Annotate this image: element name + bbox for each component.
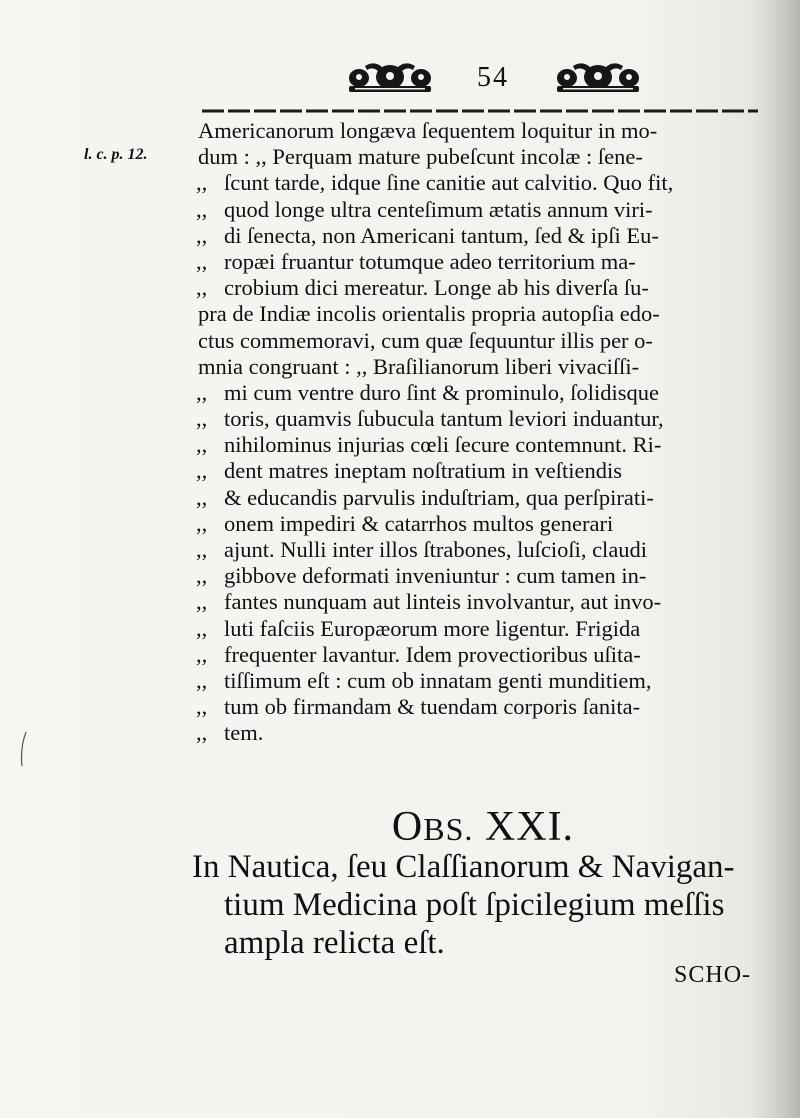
line-text: fantes nunquam aut linteis involvantur, aut invo- bbox=[224, 589, 662, 615]
quote-mark: ,, bbox=[196, 510, 208, 536]
quote-mark: ,, bbox=[196, 720, 208, 746]
heading-prefix-cap: O bbox=[391, 804, 424, 850]
line-text: tiſſimum eſt : cum ob innatam genti munditiem, bbox=[224, 667, 652, 693]
line-text: dent matres ineptam noſtratium in veſtiendis bbox=[224, 458, 623, 484]
margin-citation: l. c. p. 12. bbox=[84, 146, 148, 163]
quote-mark: ,, bbox=[196, 406, 208, 432]
quote-mark: ,, bbox=[196, 170, 208, 196]
quote-mark: ,, bbox=[196, 458, 208, 484]
body-line bbox=[198, 249, 758, 275]
quote-mark: ,, bbox=[196, 248, 208, 274]
body-line bbox=[198, 642, 758, 668]
quote-mark: ,, bbox=[196, 589, 208, 615]
body-line bbox=[198, 301, 758, 327]
section-line-1: In Nautica, ſeu Claſſianorum & Navigan- bbox=[192, 849, 735, 885]
body-line bbox=[198, 406, 758, 432]
running-header bbox=[345, 58, 645, 100]
section-line-3: ampla relicta eſt. bbox=[224, 925, 445, 961]
quote-mark: ,, bbox=[196, 484, 208, 510]
body-line bbox=[198, 118, 758, 144]
pencil-mark bbox=[12, 730, 32, 770]
heading-numeral: XXI. bbox=[484, 804, 575, 850]
line-text: Americanorum longæva ſequentem loquitur in mo- bbox=[198, 118, 658, 143]
body-line bbox=[198, 668, 758, 694]
line-text: luti faſciis Europæorum more ligentur. Frigida bbox=[224, 615, 641, 641]
body-line bbox=[198, 537, 758, 563]
body-line bbox=[198, 485, 758, 511]
body-line bbox=[198, 223, 758, 249]
quote-mark: ,, bbox=[196, 563, 208, 589]
body-text bbox=[198, 118, 758, 747]
quote-mark: ,, bbox=[196, 196, 208, 222]
body-line bbox=[198, 432, 758, 458]
line-text: ctus commemoravi, cum quæ ſequuntur illis per o- bbox=[198, 327, 653, 353]
line-text: ajunt. Nulli inter illos ſtrabones, luſcioſi, claudi bbox=[224, 537, 648, 562]
quote-mark: ,, bbox=[196, 379, 208, 405]
line-text: & educandis parvulis induſtriam, qua perſpirati- bbox=[224, 484, 654, 510]
page-number: 54 bbox=[477, 62, 509, 93]
body-line bbox=[198, 197, 758, 223]
line-text: tum ob firmandam & tuendam corporis ſanita- bbox=[224, 694, 641, 720]
quote-mark: ,, bbox=[196, 275, 208, 301]
quote-mark: ,, bbox=[196, 537, 208, 562]
body-line bbox=[198, 616, 758, 642]
line-text: onem impediri & catarrhos multos generari bbox=[224, 510, 614, 536]
fleuron-ornament-left bbox=[345, 60, 435, 96]
line-text: ſcunt tarde, idque ſine canitie aut calvitio. Quo fit, bbox=[224, 170, 674, 196]
body-line bbox=[198, 170, 758, 196]
line-text: toris, quamvis ſubucula tantum leviori induantur, bbox=[224, 406, 664, 432]
quote-mark: ,, bbox=[196, 641, 208, 667]
line-text: quod longe ultra centeſimum ætatis annum viri- bbox=[224, 196, 653, 222]
catchword: SCHO- bbox=[674, 962, 752, 988]
heading-prefix-rest: BS. bbox=[423, 811, 474, 847]
line-text: gibbove deformati inveniuntur : cum tamen in- bbox=[224, 563, 647, 589]
fleuron-ornament-right bbox=[553, 60, 643, 96]
line-text: tem. bbox=[224, 720, 264, 746]
body-line bbox=[198, 328, 758, 354]
body-line bbox=[198, 380, 758, 406]
line-text: nihilominus injurias cœli ſecure contemnunt. Ri- bbox=[224, 432, 662, 458]
line-text: crobium dici mereatur. Longe ab his diverſa ſu- bbox=[224, 275, 649, 301]
line-text: dum : ,, Perquam mature pubeſcunt incolæ : ſene- bbox=[198, 144, 643, 170]
quote-mark: ,, bbox=[196, 694, 208, 720]
line-text: frequenter lavantur. Idem provectioribus uſita- bbox=[224, 641, 641, 667]
section-line-2: tium Medicina poſt ſpicilegium meſſis bbox=[224, 887, 725, 923]
section-text bbox=[192, 848, 772, 962]
body-line bbox=[198, 720, 758, 746]
line-text: pra de Indiæ incolis orientalis propria autopſia edo- bbox=[198, 301, 660, 327]
body-line bbox=[198, 144, 758, 170]
body-line bbox=[198, 589, 758, 615]
line-text: mnia congruant : ,, Braſilianorum liberi vivaciſſi- bbox=[198, 353, 640, 379]
body-line bbox=[198, 694, 758, 720]
body-line bbox=[198, 354, 758, 380]
quote-mark: ,, bbox=[196, 222, 208, 248]
line-text: di ſeneсta, non Americani tantum, ſed & ipſi Eu- bbox=[224, 222, 659, 248]
body-line bbox=[198, 511, 758, 537]
body-line bbox=[198, 275, 758, 301]
quote-mark: ,, bbox=[196, 432, 208, 458]
header-rule bbox=[202, 107, 758, 117]
line-text: ropæi fruantur totumque adeo territorium ma- bbox=[224, 248, 636, 274]
body-line bbox=[198, 458, 758, 484]
quote-mark: ,, bbox=[196, 615, 208, 641]
body-line bbox=[198, 563, 758, 589]
quote-mark: ,, bbox=[196, 667, 208, 693]
line-text: mi cum ventre duro ſint & prominulo, ſolidisque bbox=[224, 379, 659, 405]
